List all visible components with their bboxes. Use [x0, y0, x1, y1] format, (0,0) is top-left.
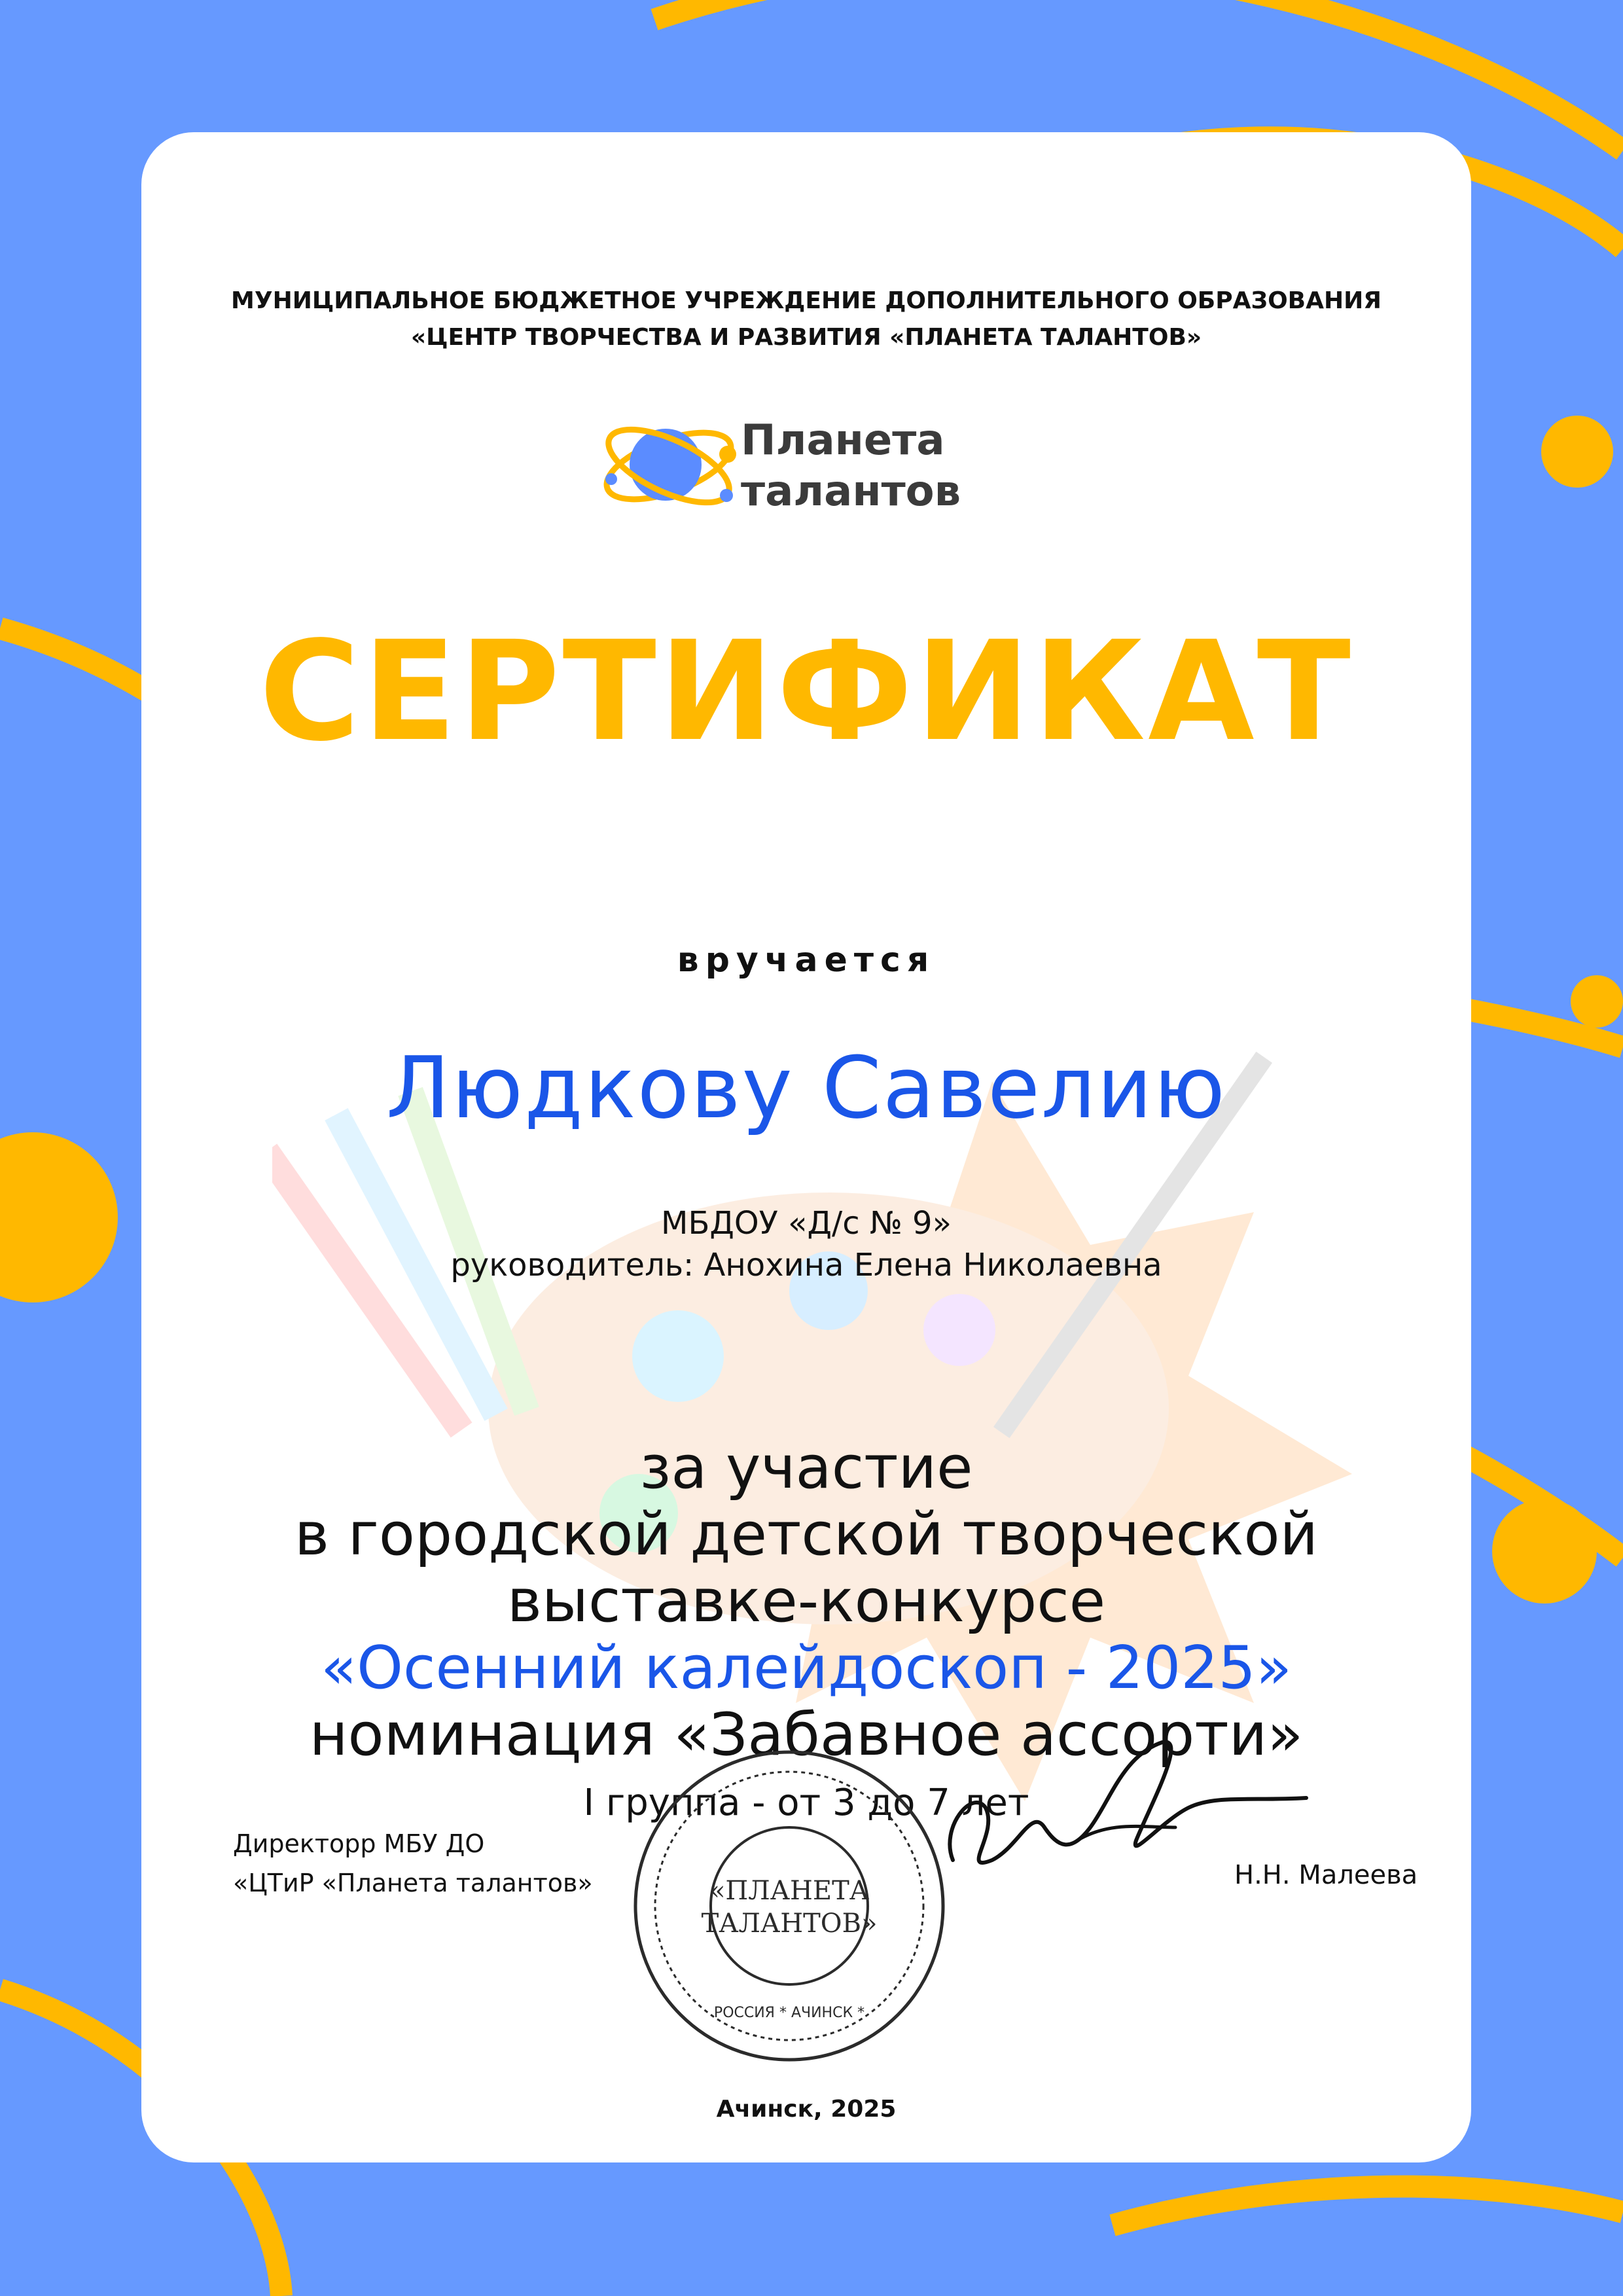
logo-text — [741, 415, 961, 517]
certificate-title: СЕРТИФИКАТ — [259, 611, 1353, 772]
institution-block — [141, 1202, 1471, 1286]
recipient-name: Людкову Савелию — [385, 1038, 1227, 1138]
certificate-card — [141, 132, 1471, 2162]
signatory-title-line-1: Директорр МБУ ДО — [233, 1829, 485, 1858]
organization-name — [141, 283, 1471, 356]
stamp-center-line-2: ТАЛАНТОВ» — [701, 1909, 878, 1939]
awarded-to-label: вручается — [677, 941, 936, 980]
organization-line-2: «ЦЕНТР ТВОРЧЕСТВА И РАЗВИТИЯ «ПЛАНЕТА ТАЛАНТОВ» — [410, 324, 1202, 351]
institution-name: МБДОУ «Д/с № 9» — [661, 1205, 952, 1242]
official-stamp — [626, 1742, 953, 2070]
stamp-bottom-text: РОССИЯ * АЧИНСК * — [713, 2005, 865, 2021]
city-year: Ачинск, 2025 — [716, 2096, 897, 2123]
organization-line-1: МУНИЦИПАЛЬНОЕ БЮДЖЕТНОЕ УЧРЕЖДЕНИЕ ДОПОЛНИТЕЛЬНОГО ОБРАЗОВАНИЯ — [231, 287, 1382, 314]
signatory-title — [233, 1824, 593, 1903]
reason-block — [141, 1435, 1471, 1768]
signatory-title-line-2: «ЦТиР «Планета талантов» — [233, 1869, 593, 1897]
stamp-center-line-1: «ПЛАНЕТА — [709, 1876, 870, 1906]
supervisor-name: руководитель: Анохина Елена Николаевна — [450, 1247, 1162, 1283]
planet-orbit-icon — [597, 401, 754, 531]
logo-text-line-1: Планета — [741, 416, 945, 465]
reason-line-3: выставке-конкурсе — [507, 1567, 1106, 1636]
reason-line-2: в городской детской творческой — [294, 1500, 1319, 1569]
reason-line-1: за участие — [639, 1433, 973, 1502]
age-group: I группа - от 3 до 7 лет — [583, 1782, 1029, 1824]
logo — [597, 401, 1029, 545]
signatory-name: Н.Н. Малеева — [1234, 1860, 1418, 1890]
logo-text-line-2: талантов — [741, 467, 961, 516]
contest-name: «Осенний калейдоскоп - 2025» — [321, 1634, 1292, 1702]
nomination: номинация «Забавное ассорти» — [309, 1700, 1304, 1769]
